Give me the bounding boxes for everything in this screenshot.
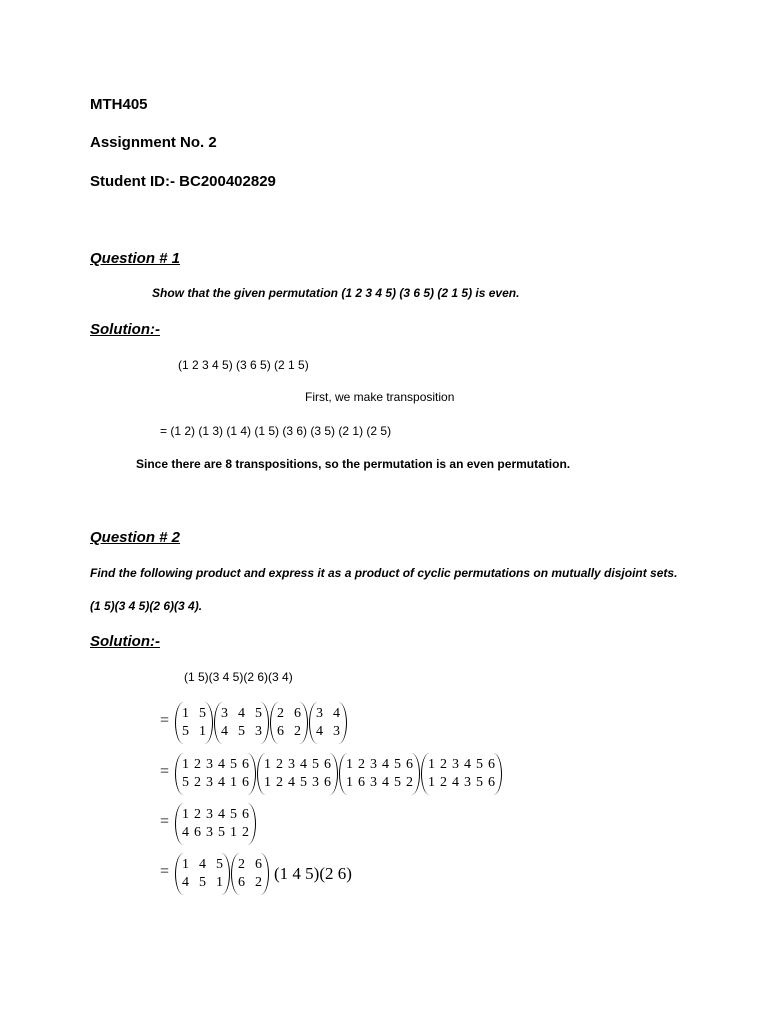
matrix-entry: 3 <box>206 825 213 840</box>
question-1-transpositions: = (1 2) (1 3) (1 4) (1 5) (3 6) (3 5) (2 1) (2 5) <box>160 424 392 438</box>
matrix-entry: 3 <box>221 706 228 721</box>
matrix-entry: 6 <box>406 757 413 772</box>
matrix-bottom-row <box>428 774 495 792</box>
matrix-entry: 6 <box>324 757 331 772</box>
matrix-bottom-row <box>182 874 223 892</box>
matrix-top-row <box>238 856 262 874</box>
matrix-entry: 5 <box>199 875 206 890</box>
question-2-expression-prompt: (1 5)(3 4 5)(2 6)(3 4). <box>90 599 203 613</box>
permutation-matrix <box>270 702 308 744</box>
matrix-entry: 6 <box>242 775 249 790</box>
matrix-top-row <box>428 756 495 774</box>
matrix-entry: 5 <box>476 775 483 790</box>
matrix-entry: 1 <box>199 724 206 739</box>
matrix-entry: 2 <box>276 757 283 772</box>
matrix-entry: 6 <box>324 775 331 790</box>
matrix-bottom-row <box>277 723 301 741</box>
matrix-entry: 5 <box>300 775 307 790</box>
equals-sign: = <box>160 863 170 880</box>
matrix-top-row <box>182 756 249 774</box>
matrix-entry: 3 <box>288 757 295 772</box>
matrix-entry: 3 <box>370 757 377 772</box>
matrix-entry: 2 <box>406 775 413 790</box>
matrix-entry: 1 <box>182 706 189 721</box>
matrix-entry: 5 <box>199 706 206 721</box>
step-4 <box>175 851 352 897</box>
matrix-entry: 2 <box>194 757 201 772</box>
question-1-prompt: Show that the given permutation (1 2 3 4 5) (3 6 5) (2 1 5) is even. <box>152 286 520 300</box>
matrix-entry: 2 <box>294 724 301 739</box>
matrix-entry: 6 <box>488 775 495 790</box>
matrix-entry: 5 <box>255 706 262 721</box>
matrix-top-row <box>221 705 262 723</box>
matrix-entry: 1 <box>428 757 435 772</box>
matrix-top-row <box>277 705 301 723</box>
matrix-entry: 1 <box>216 875 223 890</box>
matrix-entry: 5 <box>230 757 237 772</box>
matrix-entry: 4 <box>300 757 307 772</box>
matrix-bottom-row <box>182 774 249 792</box>
matrix-entry: 5 <box>312 757 319 772</box>
matrix-entry: 4 <box>238 706 245 721</box>
matrix-entry: 3 <box>464 775 471 790</box>
matrix-entry: 2 <box>277 706 284 721</box>
cycle-notation: (1 4 5)(2 6) <box>274 864 352 883</box>
matrix-entry: 2 <box>440 757 447 772</box>
matrix-entry: 3 <box>206 807 213 822</box>
matrix-entry: 3 <box>312 775 319 790</box>
matrix-entry: 1 <box>230 825 237 840</box>
matrix-entry: 2 <box>194 775 201 790</box>
matrix-entry: 5 <box>230 807 237 822</box>
matrix-bottom-row <box>182 824 249 842</box>
permutation-matrix <box>421 753 502 795</box>
matrix-entry: 1 <box>428 775 435 790</box>
permutation-matrix <box>214 702 269 744</box>
matrix-entry: 5 <box>238 724 245 739</box>
question-1-expression: (1 2 3 4 5) (3 6 5) (2 1 5) <box>178 358 309 372</box>
matrix-entry: 1 <box>346 757 353 772</box>
matrix-entry: 4 <box>218 757 225 772</box>
matrix-entry: 4 <box>288 775 295 790</box>
matrix-bottom-row <box>182 723 206 741</box>
matrix-entry: 1 <box>346 775 353 790</box>
matrix-entry: 3 <box>255 724 262 739</box>
permutation-matrix <box>257 753 338 795</box>
matrix-entry: 1 <box>182 857 189 872</box>
matrix-entry: 6 <box>294 706 301 721</box>
matrix-bottom-row <box>316 723 340 741</box>
matrix-entry: 3 <box>370 775 377 790</box>
matrix-entry: 1 <box>264 757 271 772</box>
matrix-entry: 5 <box>216 857 223 872</box>
permutation-matrix <box>309 702 347 744</box>
matrix-entry: 4 <box>182 875 189 890</box>
matrix-entry: 4 <box>464 757 471 772</box>
matrix-entry: 3 <box>206 775 213 790</box>
matrix-entry: 4 <box>333 706 340 721</box>
matrix-entry: 4 <box>218 807 225 822</box>
matrix-top-row <box>182 705 206 723</box>
question-2-expression: (1 5)(3 4 5)(2 6)(3 4) <box>184 670 293 684</box>
matrix-top-row <box>182 856 223 874</box>
question-2-solution-label: Solution:- <box>90 633 160 650</box>
matrix-entry: 4 <box>221 724 228 739</box>
matrix-entry: 4 <box>382 757 389 772</box>
question-1-title: Question # 1 <box>90 250 181 267</box>
permutation-matrix <box>175 702 213 744</box>
matrix-entry: 2 <box>358 757 365 772</box>
matrix-entry: 2 <box>276 775 283 790</box>
equals-sign: = <box>160 813 170 830</box>
question-2-title: Question # 2 <box>90 529 181 546</box>
matrix-entry: 6 <box>488 757 495 772</box>
matrix-entry: 2 <box>238 857 245 872</box>
matrix-entry: 2 <box>440 775 447 790</box>
matrix-entry: 1 <box>264 775 271 790</box>
matrix-entry: 1 <box>230 775 237 790</box>
permutation-matrix <box>175 753 256 795</box>
matrix-entry: 4 <box>199 857 206 872</box>
matrix-entry: 2 <box>255 875 262 890</box>
matrix-entry: 4 <box>452 775 459 790</box>
matrix-top-row <box>264 756 331 774</box>
matrix-bottom-row <box>264 774 331 792</box>
equals-sign: = <box>160 712 170 729</box>
matrix-entry: 6 <box>358 775 365 790</box>
permutation-matrix <box>175 803 256 845</box>
matrix-entry: 6 <box>255 857 262 872</box>
matrix-entry: 3 <box>452 757 459 772</box>
assignment-number: Assignment No. 2 <box>90 134 217 151</box>
matrix-entry: 1 <box>182 807 189 822</box>
matrix-entry: 3 <box>333 724 340 739</box>
matrix-top-row <box>182 806 249 824</box>
permutation-matrix <box>231 853 269 895</box>
matrix-entry: 5 <box>182 724 189 739</box>
matrix-entry: 5 <box>218 825 225 840</box>
permutation-matrix <box>339 753 420 795</box>
matrix-entry: 2 <box>194 807 201 822</box>
equals-sign: = <box>160 763 170 780</box>
matrix-entry: 6 <box>238 875 245 890</box>
question-1-conclusion: Since there are 8 transpositions, so the permutation is an even permutation. <box>136 457 571 471</box>
matrix-entry: 3 <box>206 757 213 772</box>
step-3 <box>175 801 257 847</box>
matrix-entry: 1 <box>182 757 189 772</box>
question-1-note: First, we make transposition <box>305 390 455 404</box>
course-code: MTH405 <box>90 96 148 113</box>
matrix-entry: 4 <box>382 775 389 790</box>
matrix-entry: 6 <box>242 807 249 822</box>
question-1-solution-label: Solution:- <box>90 321 160 338</box>
matrix-entry: 4 <box>182 825 189 840</box>
matrix-bottom-row <box>221 723 262 741</box>
matrix-entry: 5 <box>182 775 189 790</box>
matrix-entry: 5 <box>394 775 401 790</box>
matrix-entry: 4 <box>316 724 323 739</box>
matrix-entry: 6 <box>242 757 249 772</box>
matrix-entry: 3 <box>316 706 323 721</box>
step-1 <box>175 700 348 746</box>
matrix-entry: 6 <box>277 724 284 739</box>
matrix-entry: 6 <box>194 825 201 840</box>
matrix-entry: 5 <box>476 757 483 772</box>
matrix-top-row <box>316 705 340 723</box>
permutation-matrix <box>175 853 230 895</box>
matrix-bottom-row <box>346 774 413 792</box>
matrix-entry: 5 <box>394 757 401 772</box>
matrix-entry: 4 <box>218 775 225 790</box>
student-id: Student ID:- BC200402829 <box>90 173 276 190</box>
matrix-entry: 2 <box>242 825 249 840</box>
matrix-bottom-row <box>238 874 262 892</box>
question-2-prompt: Find the following product and express it as a product of cyclic permutations on mutually disjoint sets. <box>90 566 678 580</box>
step-2 <box>175 751 503 797</box>
matrix-top-row <box>346 756 413 774</box>
